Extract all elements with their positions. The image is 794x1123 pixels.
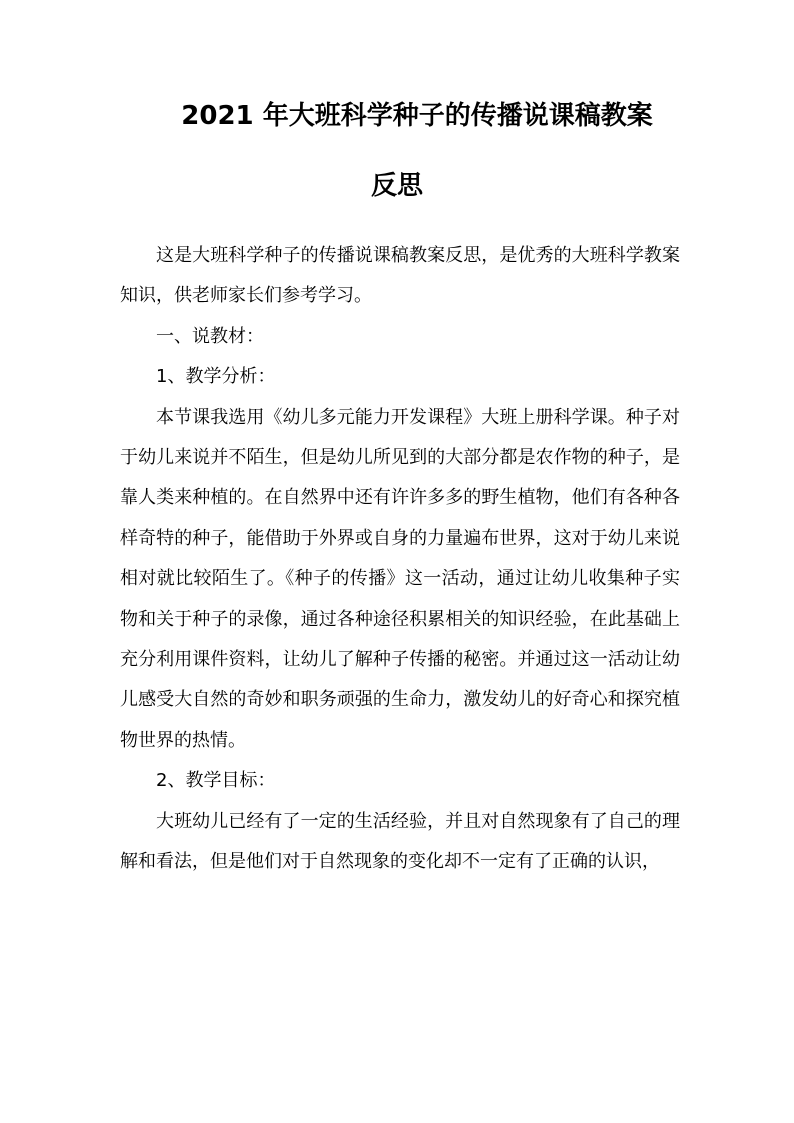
document-body <box>120 236 680 883</box>
paragraph-goals: 大班幼儿已经有了一定的生活经验，并且对自然现象有了自己的理解和看法，但是他们对于自然现象的变化却不一定有了正确的认识， <box>120 810 680 873</box>
document-title-line-1: 2021 年大班科学种子的传播说课稿教案 <box>181 101 653 131</box>
document-title-line-2: 反思 <box>370 171 423 201</box>
subsection-heading-goals: 2、教学目标： <box>156 770 276 792</box>
subsection-heading-analysis: 1、教学分析： <box>156 366 276 388</box>
section-heading-textbook: 一、说教材： <box>156 325 264 347</box>
paragraph-analysis: 本节课我选用《幼儿多元能力开发课程》大班上册科学课。种子对于幼儿来说并不陌生，但是幼儿所见到的大部分都是农作物的种子，是靠人类来种植的。在自然界中还有许许多多的野生植物，他们有各种各样奇特的种子，能借助于外界或自身的力量遍布世界，这对于幼儿来说相对就比较陌生了。《种子的传播》这一活动，通过让幼儿收集种子实物和关于种子的录像，通过各种途径积累相关的知识经验，在此基础上充分利用课件资料，让幼儿了解种子传播的秘密。并通过这一活动让幼儿感受大自然的奇妙和职务顽强的生命力，激发幼儿的好奇心和探究植物世界的热情。 <box>120 406 680 751</box>
paragraph-intro: 这是大班科学种子的传播说课稿教案反思，是优秀的大班科学教案知识，供老师家长们参考学习。 <box>120 245 680 307</box>
